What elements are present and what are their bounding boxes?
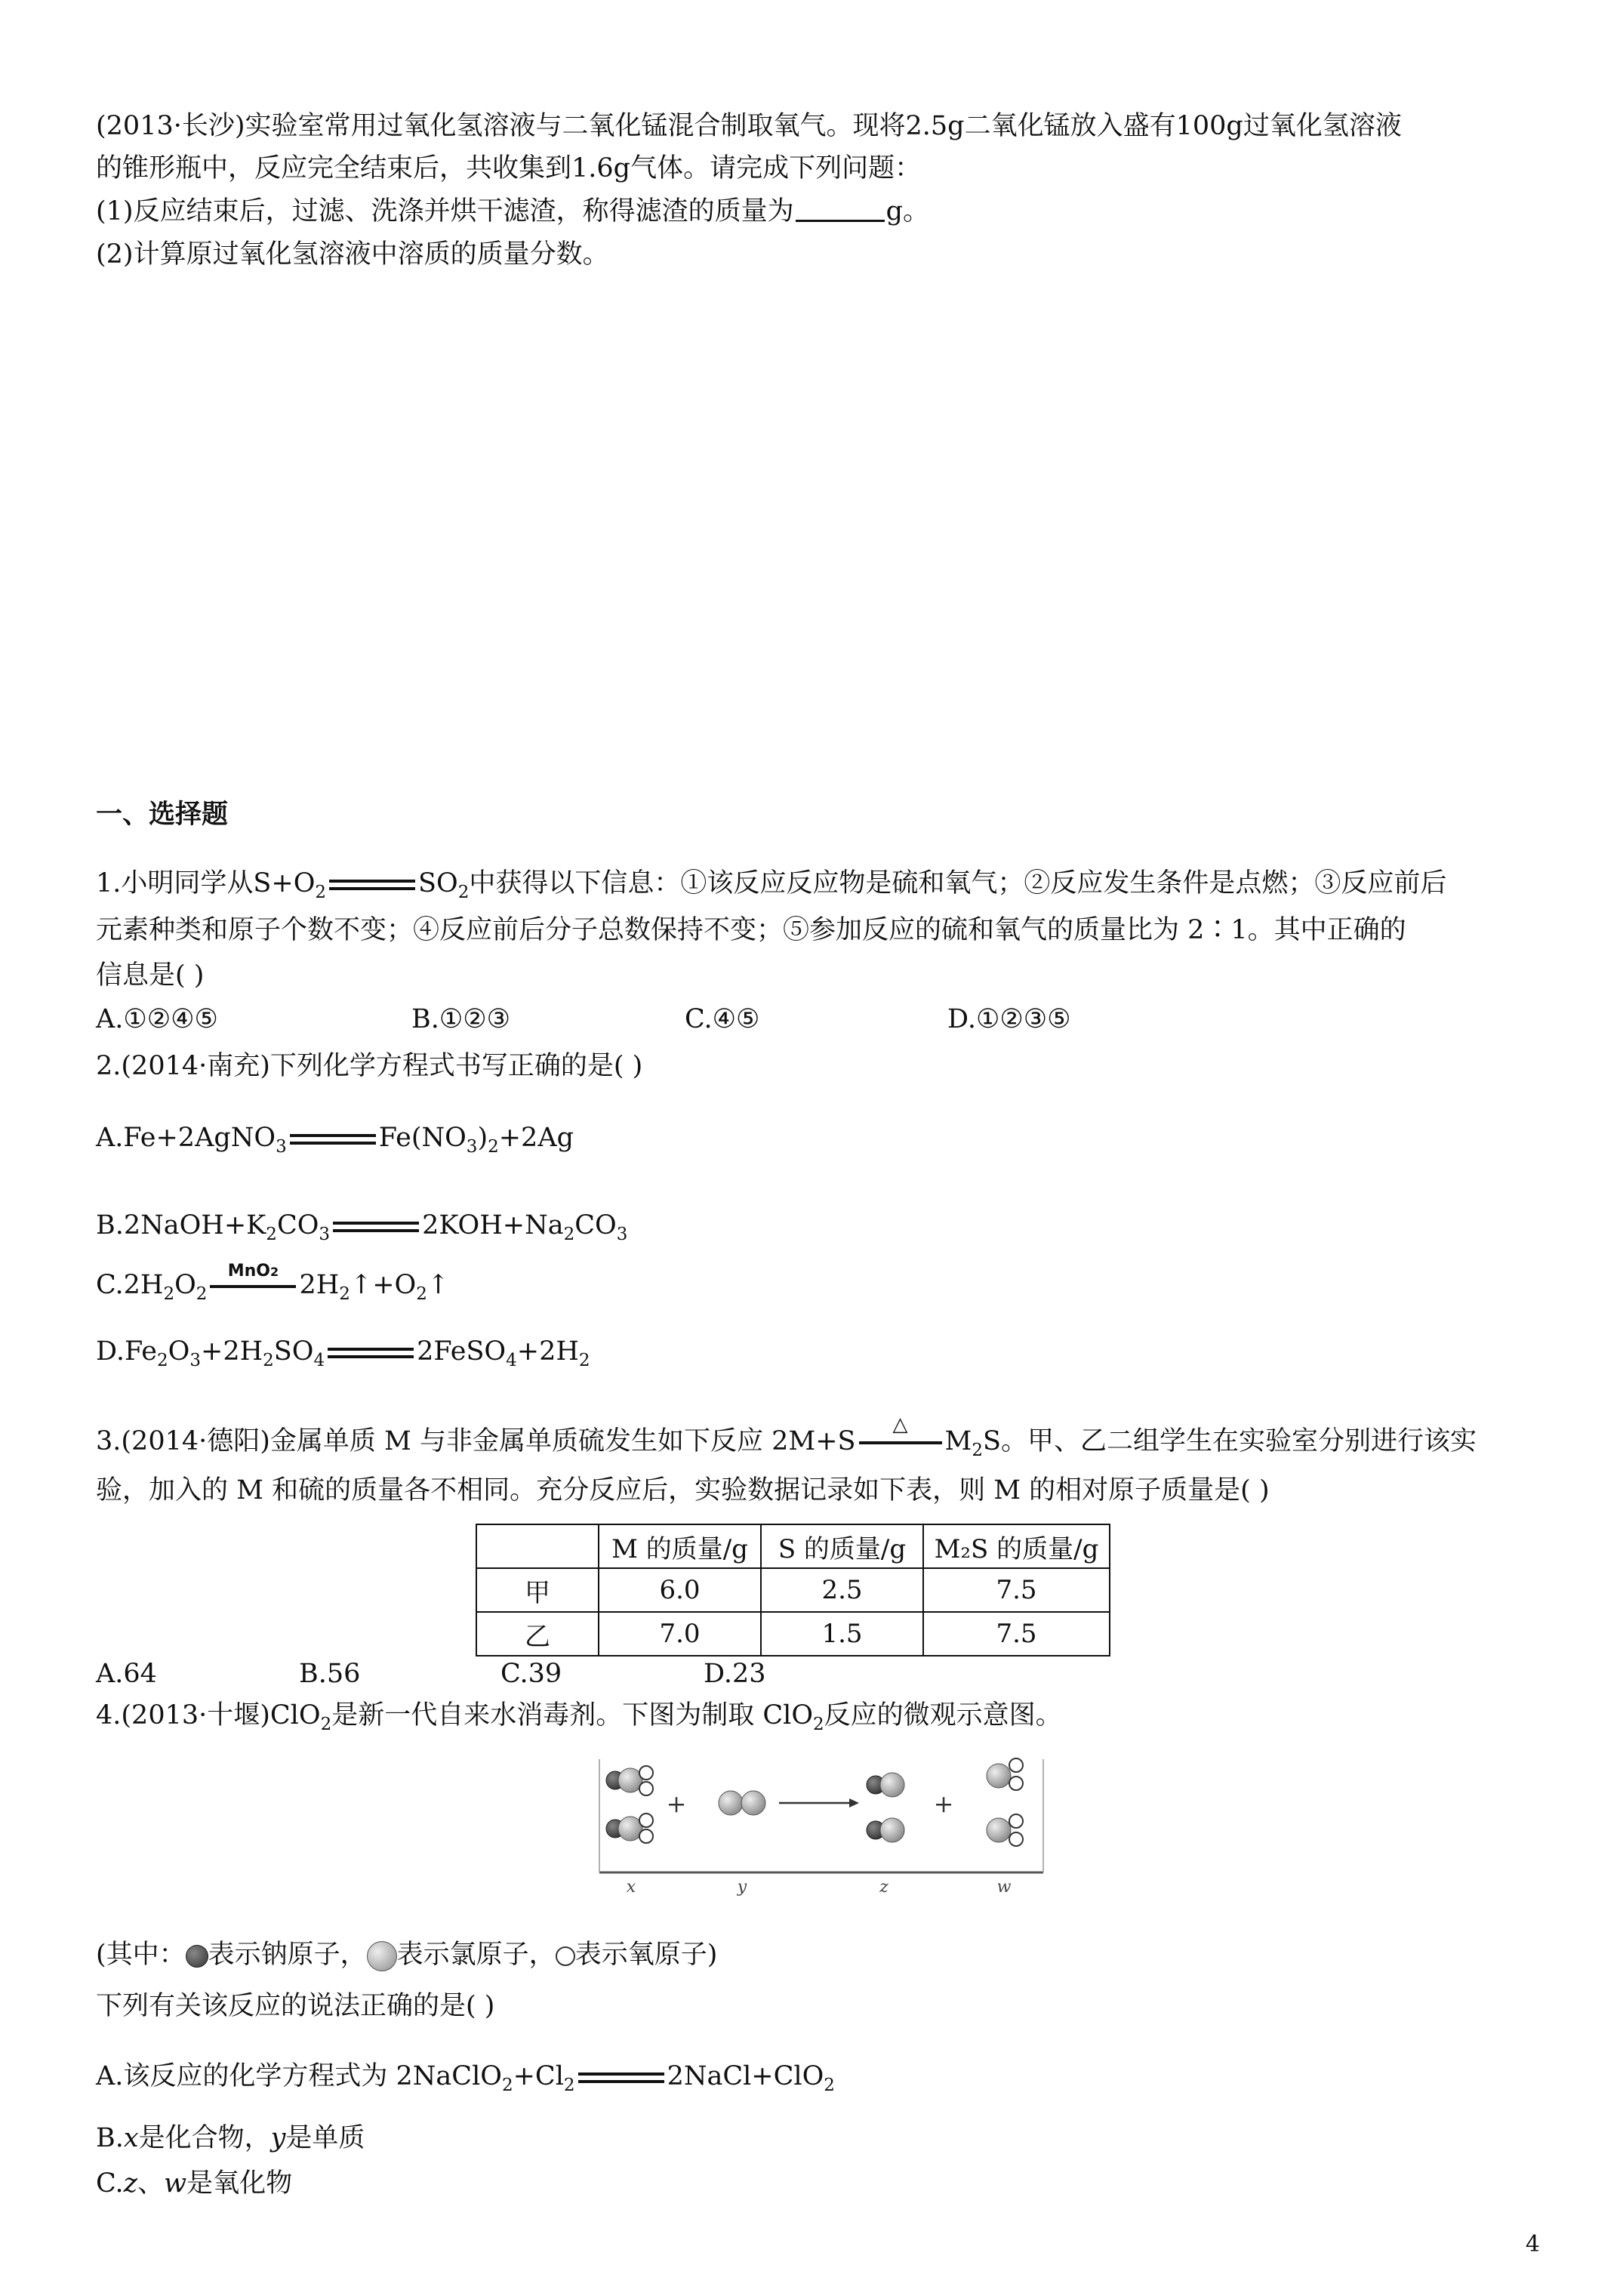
q1-option-c[interactable]: C.④⑤: [685, 1004, 760, 1034]
equals-sign: [287, 1121, 379, 1154]
data-table: [476, 1524, 1110, 1657]
text: 反应的微观示意图。: [824, 1700, 1062, 1730]
q3-line-2: 验，加入的 M 和硫的质量各不相同。充分反应后，实验数据记录如下表，则 M 的相对原子质量是( ): [96, 1475, 1270, 1505]
text: +2H: [516, 1336, 579, 1367]
subscript: 2: [501, 2076, 513, 2095]
text: (其中：: [96, 1940, 186, 1970]
text: CO: [574, 1210, 617, 1240]
q1-eq-right: SO: [418, 868, 458, 898]
subscript: 4: [506, 1351, 517, 1370]
q0-part-2: (2)计算原过氧化氢溶液中溶质的质量分数。: [96, 239, 609, 270]
text: SO: [273, 1336, 314, 1367]
table-header-cell: M₂S 的质量/g: [923, 1524, 1110, 1568]
q1-text: 中获得以下信息：①该反应反应物是硫和氧气；②反应发生条件是点燃；③反应前后: [469, 868, 1447, 898]
molecule-z-2: [867, 1818, 904, 1842]
reaction-arrow: [207, 1262, 299, 1302]
text: CO: [276, 1210, 319, 1240]
text: 、: [137, 2168, 165, 2199]
q4-stem: [96, 1699, 1062, 1741]
page-number: 4: [1525, 2231, 1540, 2257]
table-cell: 1.5: [761, 1612, 923, 1656]
subscript: 2: [824, 2076, 835, 2095]
text: 表示氯原子，: [396, 1940, 556, 1970]
q4-option-a[interactable]: [96, 2060, 835, 2102]
reaction-micro-diagram: [596, 1752, 1049, 1899]
table-cell: 7.5: [923, 1568, 1110, 1612]
text: 4.(2013·十堰)ClO: [96, 1700, 321, 1730]
table-row: [476, 1612, 1110, 1656]
subscript: 3: [319, 1225, 331, 1244]
label-y: y: [737, 1878, 747, 1897]
q0-text: (2013·长沙)实验室常用过氧化氢溶液与二氧化锰混合制取氧气。现将: [96, 111, 906, 141]
reaction-arrow: [856, 1413, 945, 1458]
label-x: x: [626, 1878, 636, 1897]
equals-sign: [330, 1209, 422, 1242]
text: 2H: [299, 1270, 340, 1300]
subscript: 2: [488, 1137, 499, 1157]
text: +Cl: [513, 2061, 564, 2091]
text: +2Ag: [498, 1123, 574, 1153]
text: ↑: [427, 1270, 450, 1300]
table-cell: 7.0: [599, 1612, 761, 1656]
subscript: 4: [313, 1351, 325, 1370]
q1-line-1: [96, 867, 1446, 909]
text: B.2NaOH+K: [96, 1210, 266, 1240]
molecule-w-1: [987, 1758, 1023, 1790]
subscript: 2: [563, 2076, 575, 2095]
q0-text: 气体。请完成下列问题：: [630, 153, 922, 183]
subscript: 3: [276, 1137, 287, 1157]
table-cell: 6.0: [599, 1568, 761, 1612]
text: +2H: [201, 1336, 263, 1367]
molecule-z-1: [867, 1773, 904, 1797]
subscript: 2: [320, 1715, 332, 1734]
subscript: 3: [466, 1137, 478, 1157]
text: 2KOH+Na: [422, 1210, 564, 1240]
table-cell: 甲: [476, 1568, 599, 1612]
subscript: 2: [813, 1715, 824, 1734]
q2-option-b[interactable]: [96, 1209, 627, 1251]
oxygen-atom-icon: [556, 1946, 575, 1966]
table-cell: 乙: [476, 1612, 599, 1656]
q0-text: 的锥形瓶中，反应完全结束后，共收集到: [96, 153, 572, 183]
q2-option-c[interactable]: $C.2H_2O_2$ MnO2 $2H_2↑+O_2↑$: [96, 1268, 449, 1311]
text: w: [164, 2168, 187, 2199]
text: 是新一代自来水消毒剂。下图为制取 ClO: [331, 1700, 814, 1730]
q3-text: M: [944, 1426, 972, 1456]
text: A.该反应的化学方程式为 2NaClO: [96, 2061, 502, 2091]
q1-lead: 1.小明同学从: [96, 868, 254, 898]
table-header-row: [476, 1524, 1110, 1568]
equals-sign: [326, 867, 418, 900]
catalyst-label: MnO2: [227, 1262, 279, 1281]
molecule-x-1: [606, 1766, 653, 1795]
text: 是单质: [285, 2123, 365, 2153]
q1-option-d[interactable]: D.①②③⑤: [947, 1004, 1071, 1034]
molecule-w-2: [987, 1814, 1023, 1846]
table-header-cell: M 的质量/g: [599, 1524, 761, 1568]
subscript: 2: [972, 1441, 984, 1460]
q3-line-1: [96, 1413, 1477, 1467]
answer-blank[interactable]: [796, 197, 885, 222]
subscript: 2: [163, 1284, 175, 1304]
q4-option-c[interactable]: [96, 2167, 292, 2200]
label-z: z: [879, 1878, 888, 1897]
q0-line-2: [96, 152, 921, 185]
q3-option-d[interactable]: D.23: [704, 1659, 766, 1689]
subscript: 2: [196, 1284, 208, 1304]
molecule-x-2: [606, 1814, 653, 1843]
q1-option-b[interactable]: B.①②③: [411, 1004, 510, 1034]
subscript: 2: [563, 1225, 575, 1244]
text: O: [168, 1336, 190, 1367]
subscript: 2: [578, 1351, 590, 1370]
subscript: 2: [339, 1284, 350, 1304]
subscript: 2: [457, 883, 470, 902]
q4-option-b[interactable]: [96, 2122, 365, 2155]
equals-sign: [325, 1335, 417, 1368]
text: z: [123, 2168, 138, 2199]
q1-line-3: 信息是( ): [96, 960, 205, 991]
table-row: [476, 1568, 1110, 1612]
sodium-atom-icon: [186, 1945, 208, 1968]
q0-mass-solution: 100g: [1175, 111, 1243, 141]
text: A.Fe+2AgNO: [96, 1123, 276, 1153]
q0-text: 二氧化锰放入盛有: [964, 111, 1176, 141]
q3-option-b[interactable]: B.56: [299, 1659, 361, 1689]
text: 2FeSO: [417, 1336, 507, 1367]
subscript: 2: [263, 1351, 274, 1370]
heat-symbol: △: [892, 1413, 908, 1436]
q2-option-d[interactable]: [96, 1335, 590, 1377]
text: D.Fe: [96, 1336, 158, 1367]
q0-line-1: [96, 109, 1402, 143]
q1-line-2: 元素种类和原子个数不变；④反应前后分子总数保持不变；⑤参加反应的硫和氧气的质量比为 2∶1。其中正确的: [96, 915, 1406, 945]
label-w: w: [996, 1878, 1012, 1897]
q0-part1-unit: g。: [885, 196, 929, 227]
q4-question: 下列有关该反应的说法正确的是( ): [96, 1991, 495, 2021]
plus-sign: +: [933, 1789, 954, 1818]
text: C.: [96, 2168, 124, 2199]
text: 是氧化物: [186, 2168, 293, 2199]
q1-eq-left: S+O: [253, 868, 316, 898]
text: x: [123, 2123, 139, 2153]
plus-sign: +: [666, 1789, 687, 1818]
table-cell: 7.5: [923, 1612, 1110, 1656]
q0-part1-text: (1)反应结束后，过滤、洗涤并烘干滤渣，称得滤渣的质量为: [96, 196, 794, 227]
text: ↑+O: [350, 1270, 417, 1300]
table-header-cell: S 的质量/g: [761, 1524, 923, 1568]
chlorine-atom-icon: [367, 1941, 397, 1971]
q0-part-1: [96, 195, 929, 228]
subscript: 2: [157, 1351, 168, 1370]
q3-option-a[interactable]: A.64: [96, 1659, 157, 1689]
table-header-cell: [476, 1524, 599, 1568]
reaction-arrow-icon: [779, 1798, 859, 1808]
text: Fe(NO: [378, 1123, 467, 1153]
q2-option-a[interactable]: A.Fe+2AgNO$_3$ $Fe(NO_3)_2+2Ag$: [96, 1123, 574, 1157]
table-cell: 2.5: [761, 1568, 923, 1612]
text: B.: [96, 2123, 124, 2153]
q2-stem: 2.(2014·南充)下列化学方程式书写正确的是( ): [96, 1051, 643, 1081]
subscript: 2: [416, 1284, 427, 1304]
text: y: [270, 2123, 286, 2153]
subscript: 3: [189, 1351, 202, 1370]
subscript: 2: [266, 1225, 277, 1244]
text: 表示钠原子，: [208, 1940, 367, 1970]
text: C.2H: [96, 1270, 164, 1300]
q4-legend: [96, 1938, 717, 1971]
q1-option-a[interactable]: A.①②④⑤: [96, 1004, 218, 1034]
text: 表示氧原子): [574, 1940, 718, 1970]
equals-sign: [575, 2060, 667, 2093]
subscript: 3: [616, 1225, 628, 1244]
q0-text: 过氧化氢溶液: [1243, 111, 1402, 141]
section-title: 一、选择题: [96, 800, 229, 830]
subscript: 2: [315, 883, 327, 902]
q3-option-c[interactable]: C.39: [500, 1659, 562, 1689]
q0-mass-mno2: 2.5g: [905, 111, 965, 141]
text: 是化合物，: [138, 2123, 271, 2153]
q0-gas-mass: 1.6g: [571, 153, 631, 183]
molecule-y: [719, 1791, 765, 1815]
q3-text: 3.(2014·德阳)金属单质 M 与非金属单质硫发生如下反应 2M+S: [96, 1426, 856, 1456]
q3-text: S。甲、乙二组学生在实验室分别进行该实: [983, 1426, 1477, 1456]
text: 2NaCl+ClO: [667, 2061, 824, 2091]
